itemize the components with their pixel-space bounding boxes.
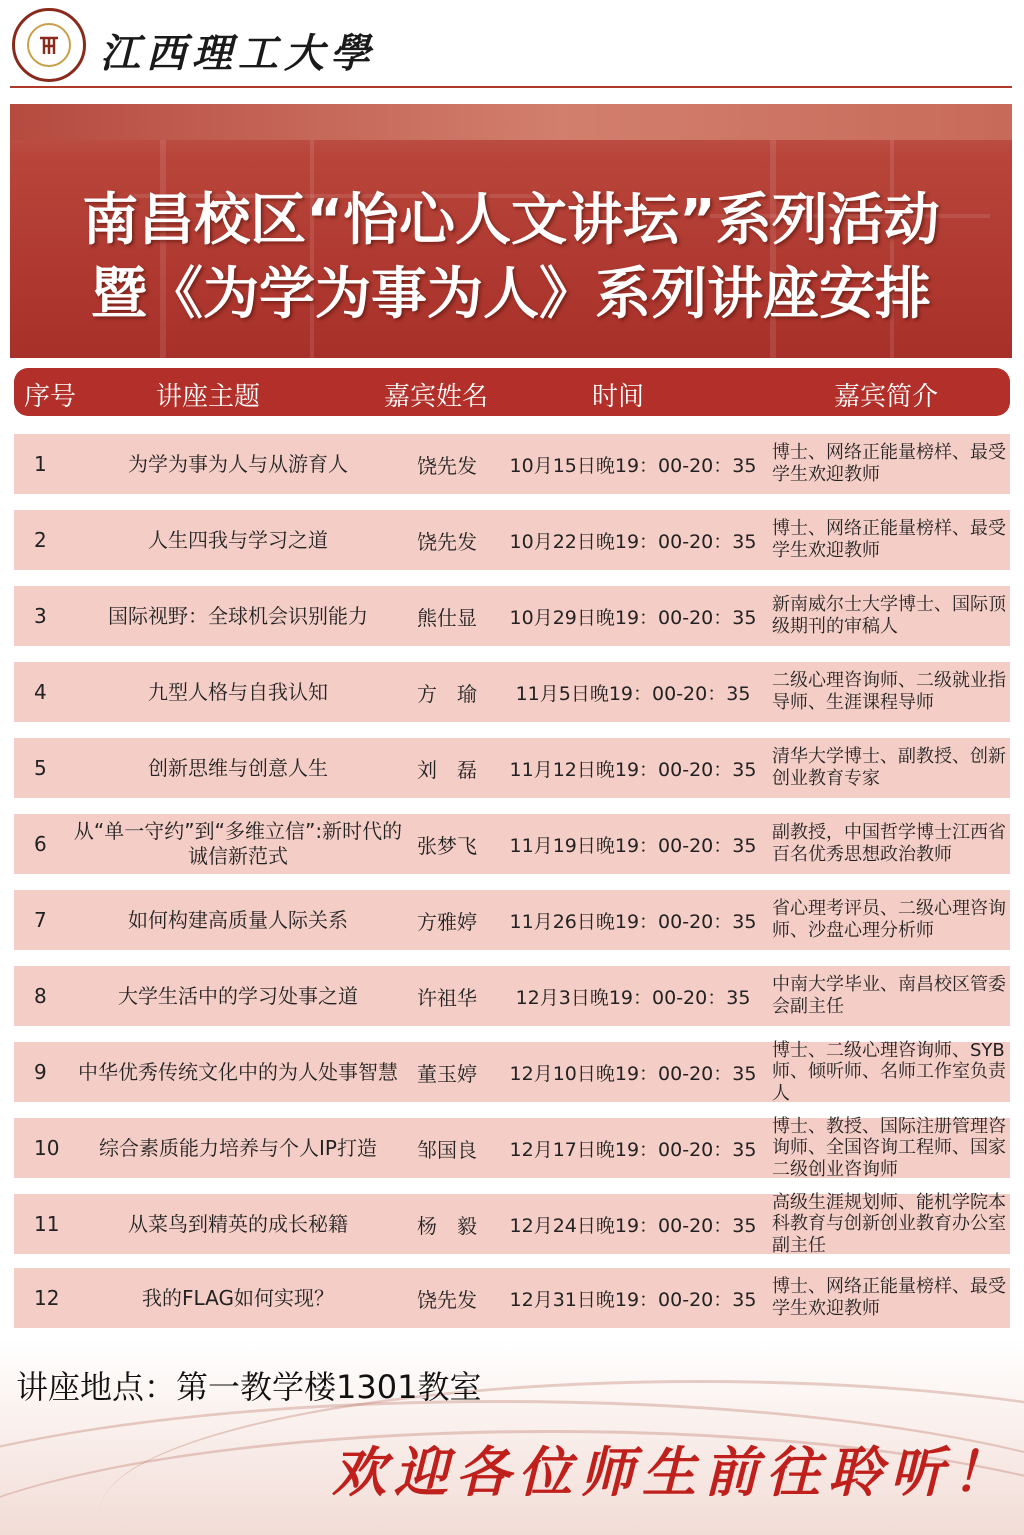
table-row — [14, 1115, 1010, 1180]
row-name: 邹国良 — [417, 1137, 477, 1162]
row-no: 9 — [34, 1060, 47, 1084]
row-no: 8 — [34, 984, 47, 1008]
row-topic: 中华优秀传统文化中的为人处事智慧 — [78, 1059, 398, 1084]
row-name: 熊仕显 — [417, 605, 477, 630]
table-header — [14, 368, 1010, 416]
table-row — [14, 738, 1010, 798]
welcome-slogan: 欢迎各位师生前往聆听！ — [332, 1440, 1014, 1504]
row-no: 2 — [34, 528, 47, 552]
row-topic: 综合素质能力培养与个人IP打造 — [99, 1135, 377, 1160]
row-no: 4 — [34, 680, 47, 704]
row-bio: 博士、网络正能量榜样、最受学生欢迎教师 — [772, 1276, 1006, 1319]
header-no: 序号 — [24, 382, 77, 412]
page-header — [0, 0, 1024, 88]
row-time: 11月26日晚19：00-20：35 — [509, 910, 757, 933]
title-banner — [10, 104, 1012, 358]
header-time: 时间 — [592, 382, 645, 412]
row-time: 10月22日晚19：00-20：35 — [509, 530, 757, 553]
row-name: 许祖华 — [417, 985, 477, 1010]
row-name: 张梦飞 — [417, 833, 477, 858]
banner-title-line1: 南昌校区“怡心人文讲坛”系列活动 — [82, 188, 940, 253]
row-time: 12月10日晚19：00-20：35 — [509, 1062, 757, 1085]
row-name: 杨 毅 — [417, 1213, 477, 1238]
table-row — [14, 434, 1010, 494]
row-topic: 九型人格与自我认知 — [148, 679, 328, 704]
row-time: 12月31日晚19：00-20：35 — [509, 1288, 757, 1311]
row-name: 方雅婷 — [417, 909, 477, 934]
row-name: 刘 磊 — [417, 757, 477, 782]
header-divider — [10, 86, 1012, 88]
header-bio: 嘉宾简介 — [834, 382, 939, 412]
row-name: 董玉婷 — [417, 1061, 477, 1086]
row-time: 10月29日晚19：00-20：35 — [509, 606, 757, 629]
row-topic: 国际视野：全球机会识别能力 — [108, 603, 368, 628]
row-bio: 新南威尔士大学博士、国际顶级期刊的审稿人 — [772, 594, 1006, 637]
row-bio: 中南大学毕业、南昌校区管委会副主任 — [772, 974, 1006, 1017]
table-row — [14, 510, 1010, 570]
row-bio: 博士、二级心理咨询师、SYB师、倾听师、名师工作室负责人 — [772, 1039, 1006, 1104]
row-no: 10 — [34, 1136, 60, 1160]
row-time: 12月17日晚19：00-20：35 — [509, 1138, 757, 1161]
table-row — [14, 586, 1010, 646]
row-topic: 从菜鸟到精英的成长秘籍 — [128, 1211, 348, 1236]
row-no: 12 — [34, 1286, 60, 1310]
row-no: 7 — [34, 908, 47, 932]
table-row — [14, 814, 1010, 874]
row-topic: 人生四我与学习之道 — [148, 527, 328, 552]
row-name: 饶先发 — [417, 453, 477, 478]
row-time: 11月12日晚19：00-20：35 — [509, 758, 757, 781]
row-time: 12月24日晚19：00-20：35 — [509, 1214, 757, 1237]
row-bio: 博士、网络正能量榜样、最受学生欢迎教师 — [772, 518, 1006, 561]
row-topic: 如何构建高质量人际关系 — [128, 907, 348, 932]
row-topic: 大学生活中的学习处事之道 — [118, 983, 358, 1008]
row-bio: 二级心理咨询师、二级就业指导师、生涯课程导师 — [772, 670, 1006, 713]
row-bio: 高级生涯规划师、能机学院本科教育与创新创业教育办公室副主任 — [772, 1191, 1006, 1256]
row-no: 3 — [34, 604, 47, 628]
row-bio: 博士、教授、国际注册管理咨询师、全国咨询工程师、国家二级创业咨询师 — [772, 1115, 1006, 1180]
table-row — [14, 1191, 1010, 1256]
university-logo-icon — [12, 8, 86, 82]
row-bio: 清华大学博士、副教授、创新创业教育专家 — [772, 746, 1006, 789]
table-row — [14, 1039, 1010, 1104]
lecture-venue: 讲座地点：第一教学楼1301教室 — [16, 1368, 482, 1406]
row-no: 11 — [34, 1212, 60, 1236]
row-bio: 博士、网络正能量榜样、最受学生欢迎教师 — [772, 442, 1006, 485]
row-time: 12月3日晚19：00-20：35 — [515, 986, 751, 1009]
row-no: 5 — [34, 756, 47, 780]
header-name: 嘉宾姓名 — [384, 382, 489, 412]
row-name: 饶先发 — [417, 529, 477, 554]
row-time: 11月19日晚19：00-20：35 — [509, 834, 757, 857]
row-topic: 从“单一守约”到“多维立信”:新时代的诚信新范式 — [73, 819, 403, 868]
row-no: 1 — [34, 452, 47, 476]
row-name: 饶先发 — [417, 1287, 477, 1312]
table-row — [14, 966, 1010, 1026]
university-name: 江西理工大學 — [100, 30, 376, 77]
row-name: 方 瑜 — [417, 681, 477, 706]
row-topic: 我的FLAG如何实现？ — [142, 1285, 334, 1310]
banner-title-line2: 暨《为学为事为人》系列讲座安排 — [91, 262, 931, 327]
header-topic: 讲座主题 — [156, 382, 261, 412]
row-topic: 创新思维与创意人生 — [148, 755, 328, 780]
row-time: 11月5日晚19：00-20：35 — [515, 682, 751, 705]
table-row — [14, 1268, 1010, 1328]
row-no: 6 — [34, 832, 47, 856]
table-row — [14, 662, 1010, 722]
table-row — [14, 890, 1010, 950]
row-bio: 副教授，中国哲学博士江西省百名优秀思想政治教师 — [772, 822, 1006, 865]
row-topic: 为学为事为人与从游育人 — [128, 451, 348, 476]
row-time: 10月15日晚19：00-20：35 — [509, 454, 757, 477]
row-bio: 省心理考评员、二级心理咨询师、沙盘心理分析师 — [772, 898, 1006, 941]
